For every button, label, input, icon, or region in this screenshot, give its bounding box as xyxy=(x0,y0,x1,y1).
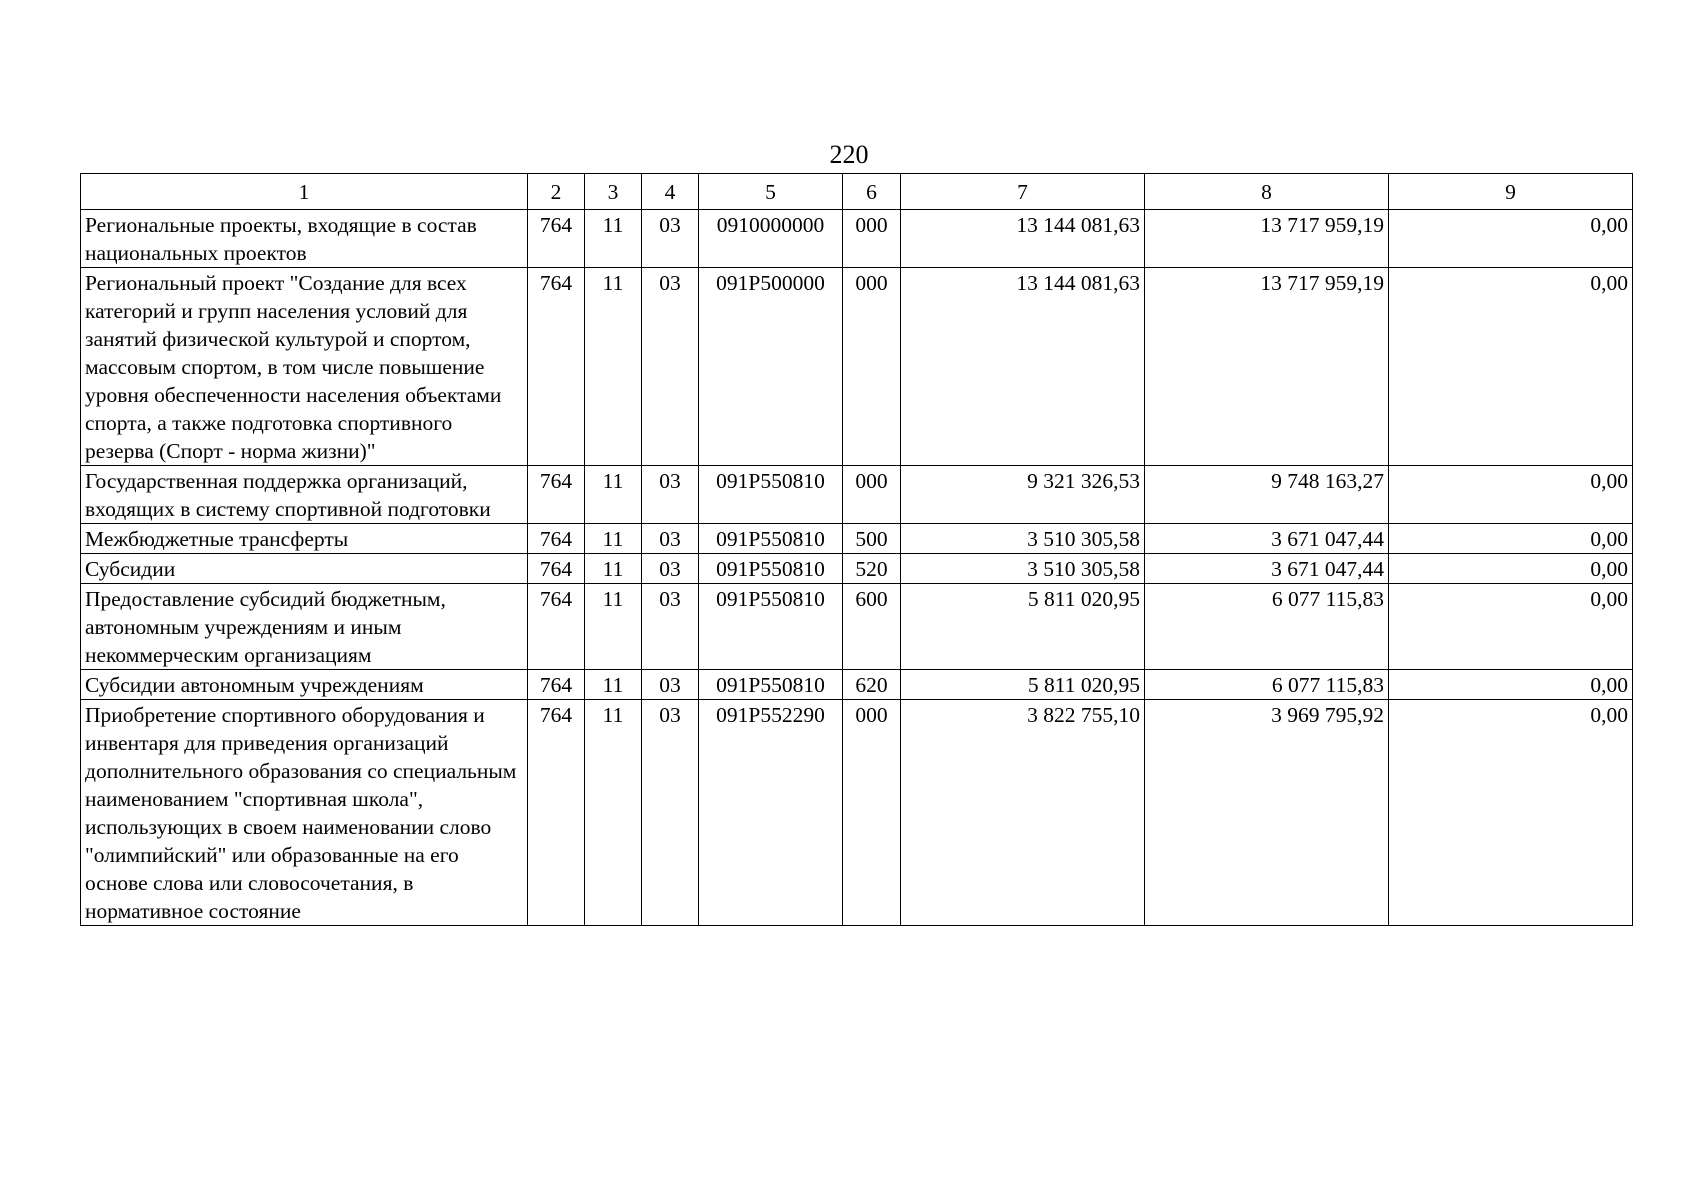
row-name: Межбюджетные трансферты xyxy=(81,524,528,554)
code-cell: 0910000000 xyxy=(699,210,843,268)
amount-cell: 9 748 163,27 xyxy=(1145,466,1389,524)
code-cell: 03 xyxy=(642,210,699,268)
code-cell: 520 xyxy=(843,554,901,584)
code-cell: 11 xyxy=(585,554,642,584)
code-cell: 764 xyxy=(528,700,585,926)
code-cell: 03 xyxy=(642,670,699,700)
column-header: 8 xyxy=(1145,174,1389,210)
row-name: Субсидии xyxy=(81,554,528,584)
amount-cell: 3 510 305,58 xyxy=(901,524,1145,554)
budget-table xyxy=(80,173,1633,926)
column-header: 1 xyxy=(81,174,528,210)
code-cell: 11 xyxy=(585,700,642,926)
code-cell: 764 xyxy=(528,268,585,466)
table-row xyxy=(81,524,1633,554)
code-cell: 11 xyxy=(585,584,642,670)
code-cell: 000 xyxy=(843,466,901,524)
amount-cell: 3 671 047,44 xyxy=(1145,524,1389,554)
row-name: Субсидии автономным учреждениям xyxy=(81,670,528,700)
row-name: Региональные проекты, входящие в состав национальных проектов xyxy=(81,210,528,268)
code-cell: 03 xyxy=(642,268,699,466)
code-cell: 03 xyxy=(642,554,699,584)
table-row xyxy=(81,670,1633,700)
code-cell: 11 xyxy=(585,466,642,524)
amount-cell: 13 144 081,63 xyxy=(901,268,1145,466)
code-cell: 03 xyxy=(642,524,699,554)
amount-cell: 9 321 326,53 xyxy=(901,466,1145,524)
amount-cell: 13 717 959,19 xyxy=(1145,268,1389,466)
code-cell: 091P550810 xyxy=(699,584,843,670)
code-cell: 764 xyxy=(528,466,585,524)
code-cell: 091P552290 xyxy=(699,700,843,926)
column-header: 4 xyxy=(642,174,699,210)
code-cell: 600 xyxy=(843,584,901,670)
code-cell: 091P550810 xyxy=(699,524,843,554)
code-cell: 03 xyxy=(642,584,699,670)
code-cell: 500 xyxy=(843,524,901,554)
row-name: Государственная поддержка организаций, входящих в систему спортивной подготовки xyxy=(81,466,528,524)
amount-cell: 0,00 xyxy=(1389,466,1633,524)
amount-cell: 3 671 047,44 xyxy=(1145,554,1389,584)
table-row xyxy=(81,466,1633,524)
row-name: Региональный проект "Создание для всех категорий и групп населения условий для занятий физической культурой и спортом, массовым спортом, в том числе повышение уровня обеспеченности населения объектами спорта, а также подготовка спортивного резерва (Спорт - норма жизни)" xyxy=(81,268,528,466)
amount-cell: 3 969 795,92 xyxy=(1145,700,1389,926)
code-cell: 11 xyxy=(585,268,642,466)
amount-cell: 0,00 xyxy=(1389,670,1633,700)
amount-cell: 13 144 081,63 xyxy=(901,210,1145,268)
amount-cell: 6 077 115,83 xyxy=(1145,670,1389,700)
header-row xyxy=(81,174,1633,210)
code-cell: 764 xyxy=(528,554,585,584)
code-cell: 620 xyxy=(843,670,901,700)
code-cell: 03 xyxy=(642,466,699,524)
amount-cell: 0,00 xyxy=(1389,524,1633,554)
column-header: 6 xyxy=(843,174,901,210)
code-cell: 000 xyxy=(843,700,901,926)
table-row xyxy=(81,554,1633,584)
column-header: 2 xyxy=(528,174,585,210)
amount-cell: 5 811 020,95 xyxy=(901,670,1145,700)
amount-cell: 13 717 959,19 xyxy=(1145,210,1389,268)
amount-cell: 6 077 115,83 xyxy=(1145,584,1389,670)
code-cell: 000 xyxy=(843,268,901,466)
table-row xyxy=(81,584,1633,670)
column-header: 5 xyxy=(699,174,843,210)
code-cell: 091P500000 xyxy=(699,268,843,466)
code-cell: 764 xyxy=(528,210,585,268)
code-cell: 764 xyxy=(528,524,585,554)
code-cell: 091P550810 xyxy=(699,554,843,584)
code-cell: 03 xyxy=(642,700,699,926)
code-cell: 764 xyxy=(528,584,585,670)
column-header: 3 xyxy=(585,174,642,210)
amount-cell: 3 822 755,10 xyxy=(901,700,1145,926)
amount-cell: 5 811 020,95 xyxy=(901,584,1145,670)
row-name: Предоставление субсидий бюджетным, автономным учреждениям и иным некоммерческим организациям xyxy=(81,584,528,670)
column-header: 7 xyxy=(901,174,1145,210)
page-number: 220 xyxy=(829,140,869,169)
amount-cell: 3 510 305,58 xyxy=(901,554,1145,584)
code-cell: 764 xyxy=(528,670,585,700)
amount-cell: 0,00 xyxy=(1389,584,1633,670)
code-cell: 000 xyxy=(843,210,901,268)
amount-cell: 0,00 xyxy=(1389,554,1633,584)
code-cell: 091P550810 xyxy=(699,670,843,700)
amount-cell: 0,00 xyxy=(1389,700,1633,926)
amount-cell: 0,00 xyxy=(1389,268,1633,466)
code-cell: 091P550810 xyxy=(699,466,843,524)
amount-cell: 0,00 xyxy=(1389,210,1633,268)
table-row xyxy=(81,700,1633,926)
code-cell: 11 xyxy=(585,670,642,700)
table-row xyxy=(81,268,1633,466)
row-name: Приобретение спортивного оборудования и инвентаря для приведения организаций дополнительного образования со специальным наименованием "спортивная школа", использующих в своем наименовании слово "олимпийский" или образованные на его основе слова или словосочетания, в нормативное состояние xyxy=(81,700,528,926)
table-row xyxy=(81,210,1633,268)
column-header: 9 xyxy=(1389,174,1633,210)
code-cell: 11 xyxy=(585,524,642,554)
code-cell: 11 xyxy=(585,210,642,268)
